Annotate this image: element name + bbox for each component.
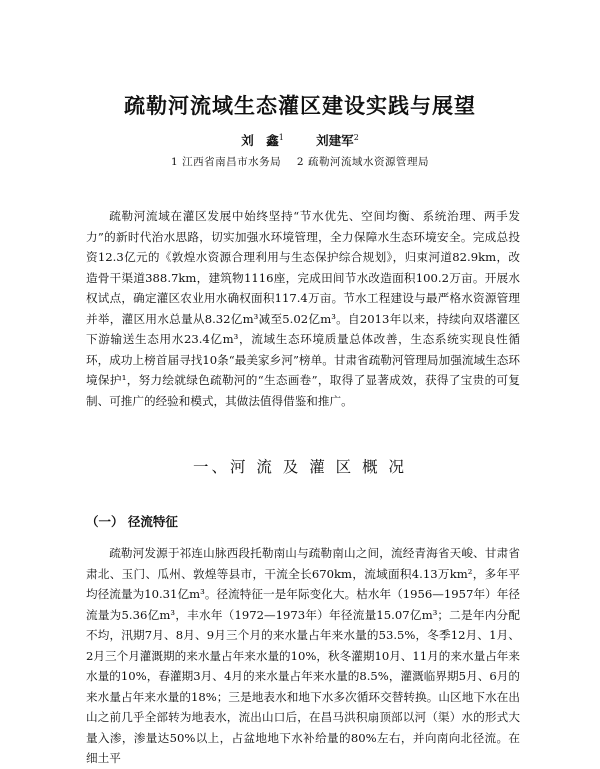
author bbox=[316, 131, 359, 149]
body-paragraph: 疏勒河发源于祁连山脉西段托勒南山与疏勒南山之间，流经青海省天峻、甘肃省肃北、玉门、瓜州、敦煌等县市，干流全长670km，流域面积4.13万km²，多年平均径流量为10.31亿m³。径流特征一是年际变化大。枯水年（1956—1957年）年径流量为5.36亿m³，丰水年（1972—1973年）年径流量15.07亿m³；二是年内分配不均，汛期7月、8月、9月三个月的来水量占年来水量的53.5%，冬季12月、1月、2月三个月灌溉期的来水量占年来水量的10%，秋冬灌期10月、11月的来水量占年来水量的10%，春灌期3月、4月的来水量占年来水量的8.5%，灌溉临界期5月、6月的来水量占年来水量的18%；三是地表水和地下水多次循环交替转换。山区地下水在出山之前几乎全部转为地表水，流出山口后，在昌马洪积扇顶部以河（渠）水的形式大量入渗，渗量达50%以上，占盆地地下水补给量的80%左右，并向南向北径流。在细土平 bbox=[86, 546, 520, 765]
author-name: 刘 鑫 bbox=[241, 133, 279, 148]
abstract-paragraph: 疏勒河流域在灌区发展中始终坚持“节水优先、空间均衡、系统治理、两手发力”的新时代治水思路，切实加强水环境管理，全力保障水生态环境安全。完成总投资12.3亿元的《敦煌水资源合理利用与生态保护综合规划》，归束河道82.9km，改造骨干渠道388.7km，建筑物1116座，完成田间节水改造面积100.2万亩。开展水权试点，确定灌区农业用水确权面积117.4万亩。节水工程建设与最严格水资源管理并举，灌区用水总量从8.32亿m³减至5.02亿m³。自2013年以来，持续向双塔灌区下游输送生态用水23.4亿m³，流域生态环境质量总体改善，生态系统实现良性循环，成功上榜首届寻找10条“最美家乡河”榜单。甘肃省疏勒河管理局加强流域生态环境保护¹，努力绘就绿色疏勒河的“生态画卷”，取得了显著成效，获得了宝贵的可复制、可推广的经验和模式，其做法值得借鉴和推广。 bbox=[86, 209, 520, 408]
author-mark: 1 bbox=[278, 132, 284, 142]
author-mark: 2 bbox=[353, 132, 359, 142]
subsection-heading: （一） 径流特征 bbox=[86, 514, 178, 529]
paper-title: 疏勒河流域生态灌区建设实践与展望 bbox=[124, 93, 476, 118]
affiliation: 1 江西省南昌市水务局 bbox=[171, 156, 282, 168]
affiliation: 2 疏勒河流域水资源管理局 bbox=[296, 156, 429, 168]
author-line bbox=[0, 131, 600, 149]
section-heading: 一、河 流 及 灌 区 概 况 bbox=[192, 458, 408, 476]
affiliations bbox=[0, 154, 600, 169]
author-name: 刘建军 bbox=[316, 133, 354, 148]
author bbox=[241, 131, 284, 149]
